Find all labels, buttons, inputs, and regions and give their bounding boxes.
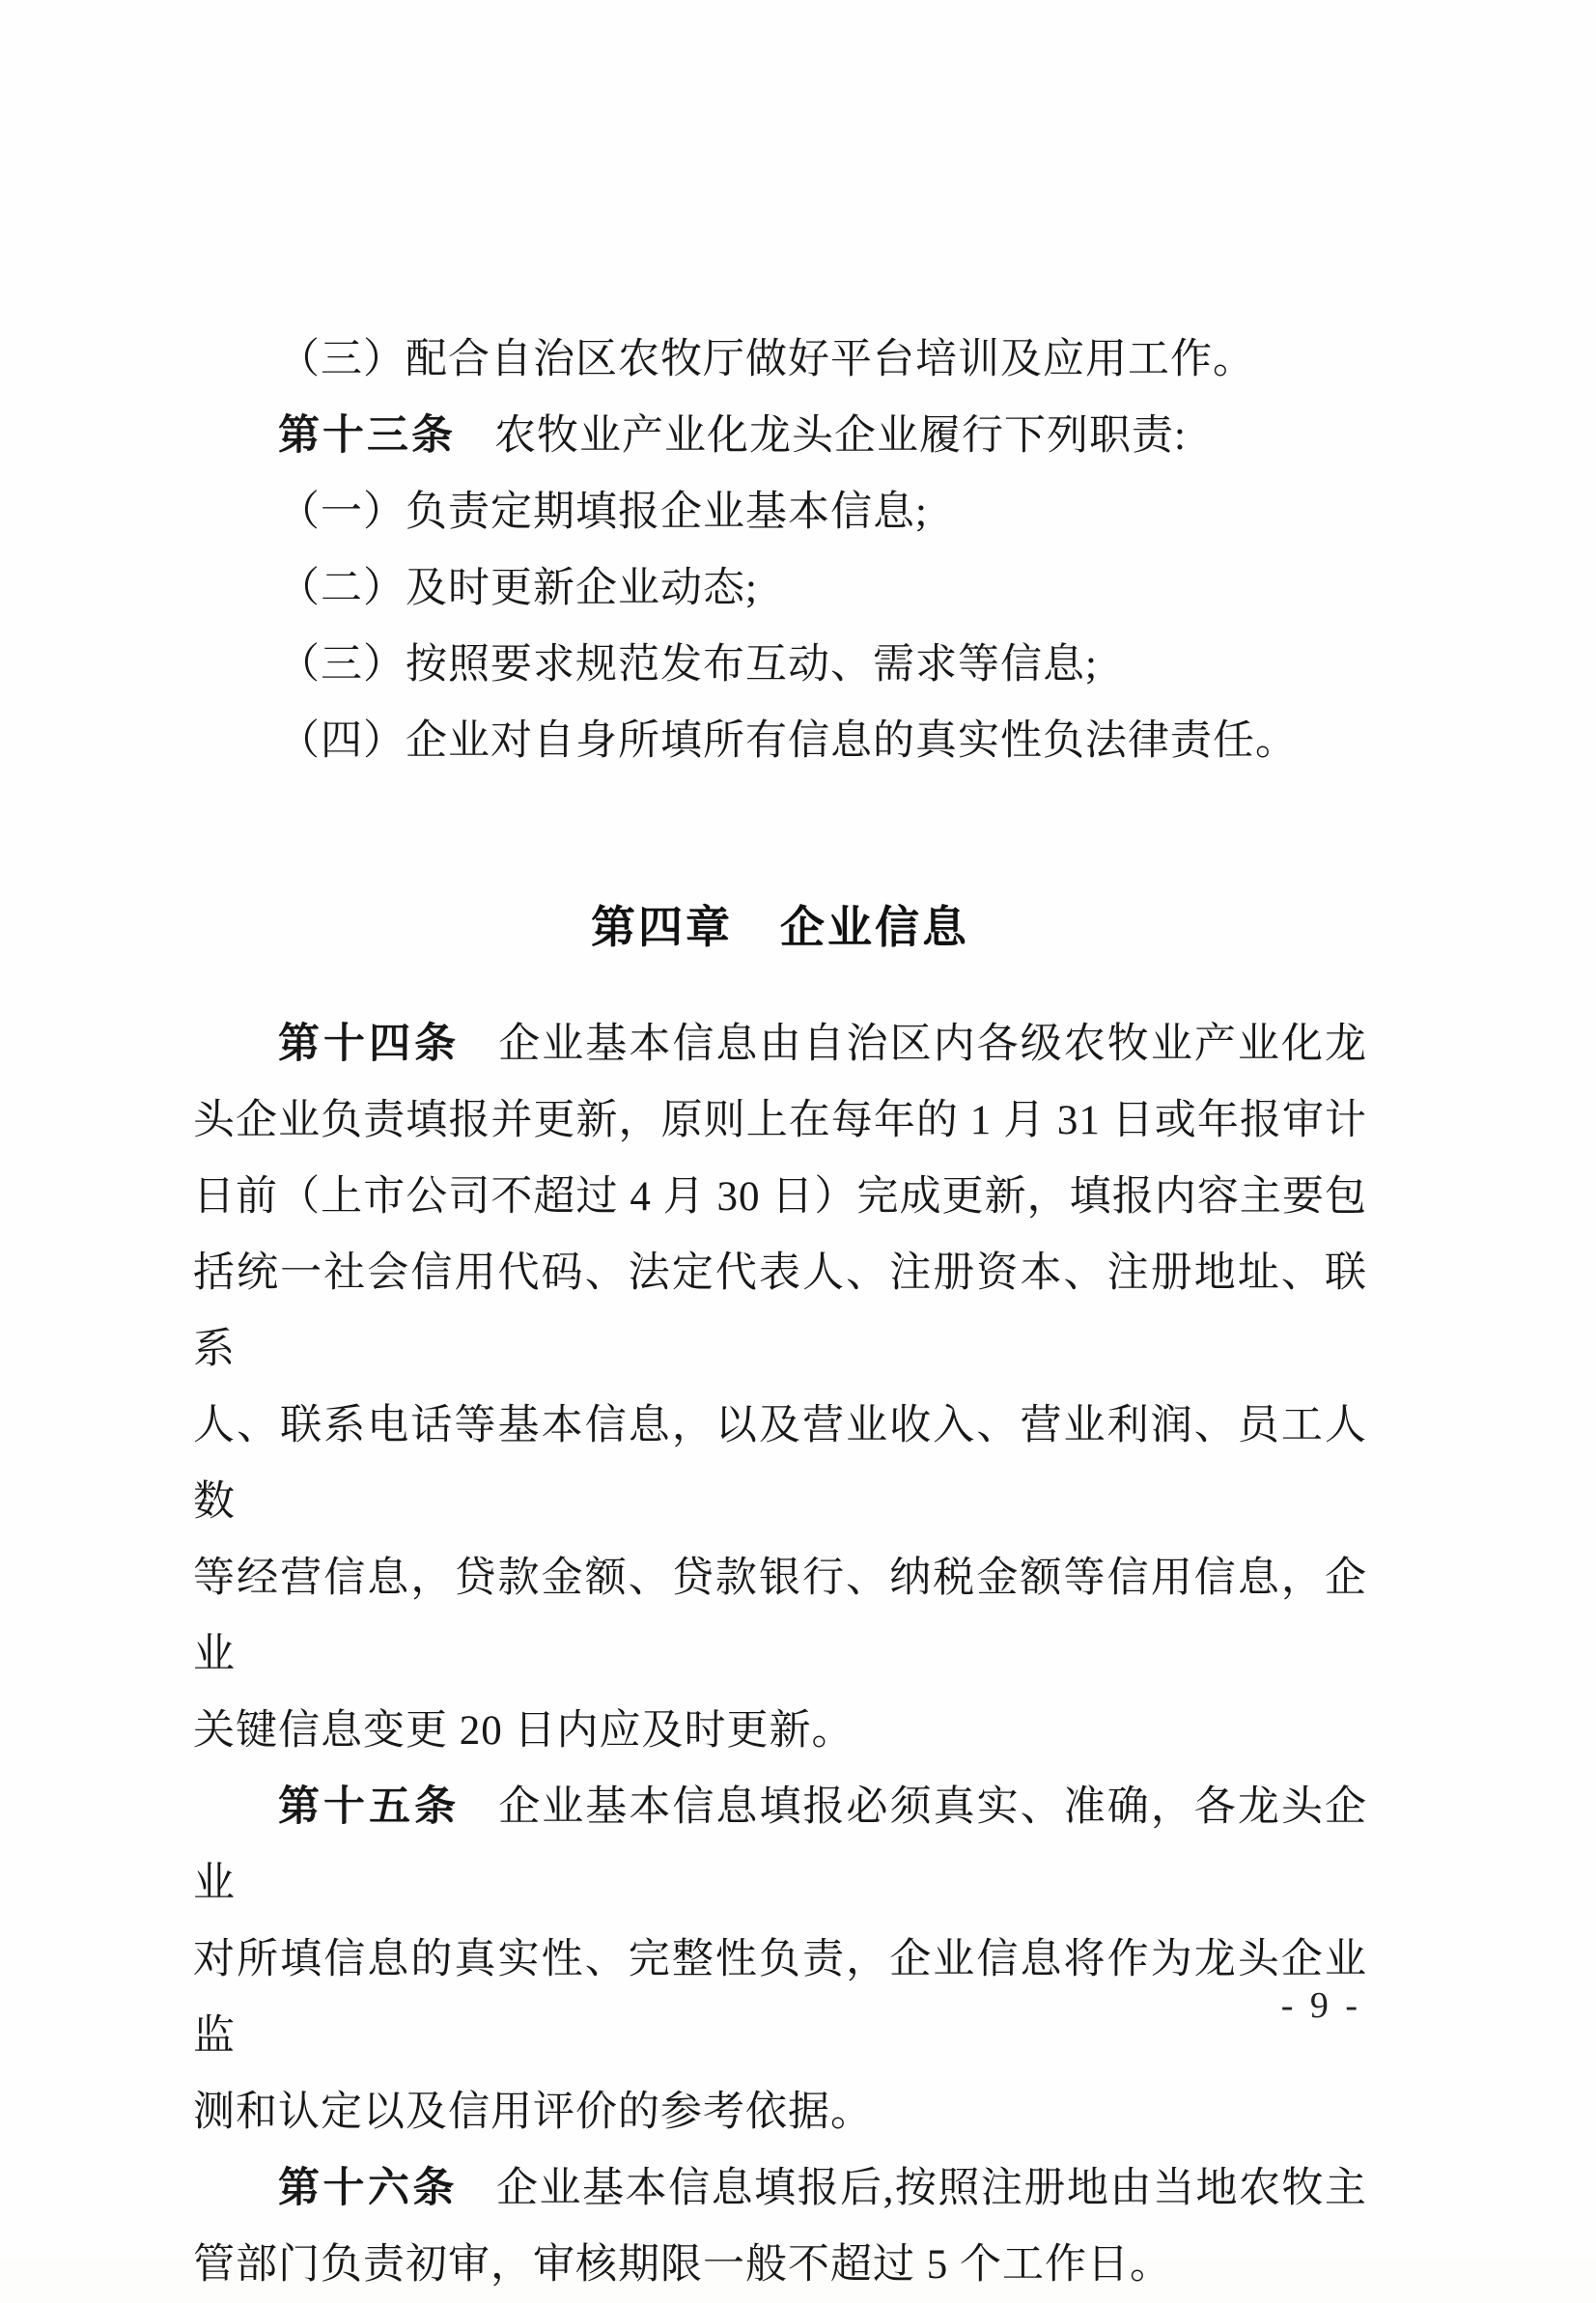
section-enterprise-info xyxy=(193,1006,1367,2303)
doc-line-article-15 xyxy=(193,1769,1367,1922)
doc-line: （三）按照要求规范发布互动、需求等信息; xyxy=(278,642,1098,688)
doc-line-article-16 xyxy=(193,2150,1367,2227)
doc-line: （一）负责定期填报企业基本信息; xyxy=(278,490,928,535)
doc-line: 日前（上市公司不超过 4 月 30 日）完成更新，填报内容主要包 xyxy=(193,1174,1367,1220)
article-text: 农牧业产业化龙头企业履行下列职责: xyxy=(494,413,1187,459)
article-text: 企业基本信息填报后,按照注册地由当地农牧主 xyxy=(496,2166,1368,2211)
doc-line: 人、联系电话等基本信息，以及营业收入、营业利润、员工人数 xyxy=(193,1403,1367,1525)
article-text: 企业基本信息由自治区内各级农牧业产业化龙 xyxy=(498,1022,1368,1067)
article-text: 企业基本信息填报必须真实、准确，各龙头企业 xyxy=(193,1784,1368,1906)
doc-line: 对所填信息的真实性、完整性负责，企业信息将作为龙头企业监 xyxy=(193,1937,1367,2059)
article-label: 第十四条 xyxy=(278,1022,461,1067)
article-label: 第十三条 xyxy=(278,413,456,459)
doc-line: 等经营信息，贷款金额、贷款银行、纳税金额等信用信息，企业 xyxy=(193,1556,1367,1677)
doc-line-article-14 xyxy=(193,1006,1367,1082)
doc-line: 测和认定以及信用评价的参考依据。 xyxy=(193,2090,873,2135)
doc-line: 括统一社会信用代码、法定代表人、注册资本、注册地址、联系 xyxy=(193,1250,1367,1372)
chapter-heading: 第四章 企业信息 xyxy=(591,902,969,952)
page-number: - 9 - xyxy=(1280,1985,1361,2026)
article-label: 第十五条 xyxy=(278,1784,461,1830)
section-duties xyxy=(193,322,1367,779)
article-label: 第十六条 xyxy=(278,2166,459,2211)
doc-line-article-13 xyxy=(193,398,1367,474)
doc-line: 管部门负责初审，审核期限一般不超过 5 个工作日。 xyxy=(193,2242,1172,2288)
doc-line: （四）企业对自身所填所有信息的真实性负法律责任。 xyxy=(278,718,1298,764)
doc-line: 关键信息变更 20 日内应及时更新。 xyxy=(193,1708,854,1754)
doc-line: （二）及时更新企业动态; xyxy=(278,566,758,611)
doc-line: 头企业负责填报并更新，原则上在每年的 1 月 31 日或年报审计 xyxy=(193,1098,1367,1143)
doc-line: （三）配合自治区农牧厅做好平台培训及应用工作。 xyxy=(278,337,1255,382)
